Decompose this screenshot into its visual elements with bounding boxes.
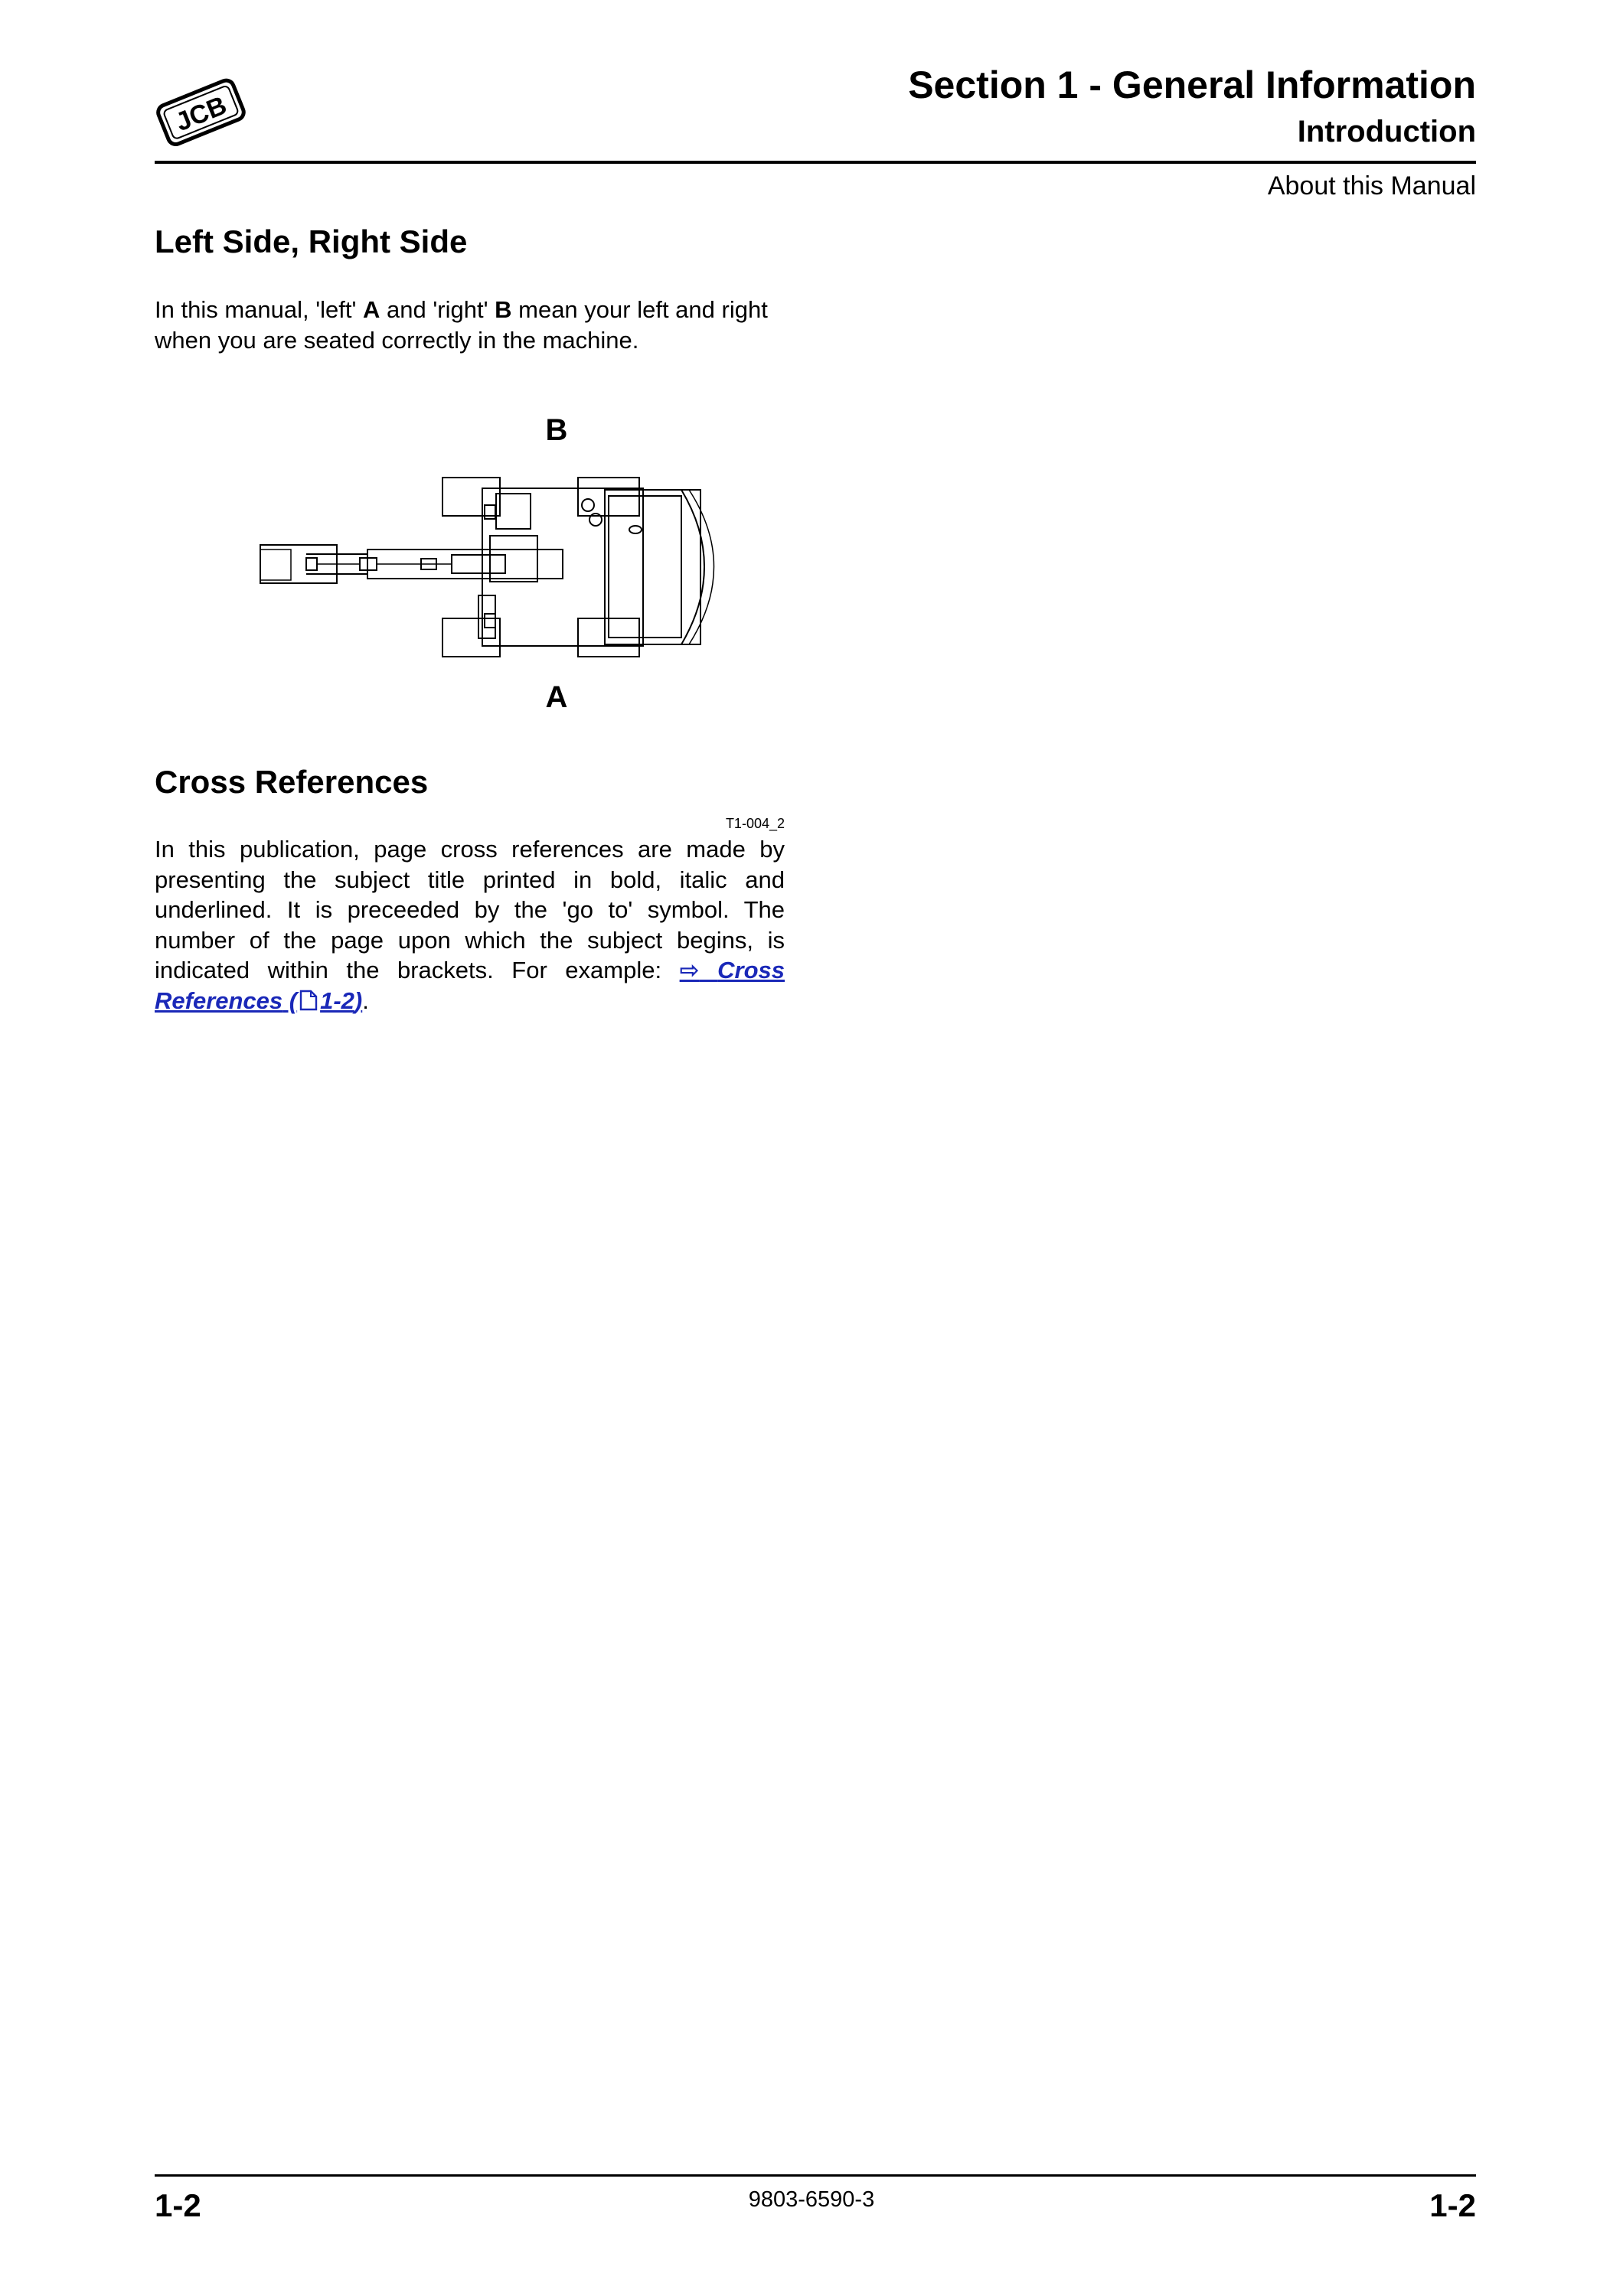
header-rule	[155, 161, 1476, 164]
text-part: .	[362, 987, 369, 1014]
left-label: A	[363, 296, 380, 323]
go-to-arrow-icon: ⇨	[679, 957, 700, 983]
machine-top-view-diagram	[230, 413, 720, 735]
page-number-left: 1-2	[155, 2187, 201, 2223]
text-part: mean your left and right when you are seated correctly in the machine.	[155, 296, 768, 354]
link-title: Cross References	[155, 957, 785, 1014]
link-page: 1-2	[320, 987, 354, 1014]
heading-left-right-side: Left Side, Right Side	[155, 223, 468, 259]
diagram-label-a: A	[545, 680, 568, 714]
heading-cross-references: Cross References	[155, 764, 429, 800]
diagram-label-b: B	[545, 413, 568, 447]
page-number-right: 1-2	[1429, 2187, 1476, 2223]
figure-reference-code: T1-004_2	[725, 816, 785, 831]
footer-rule	[155, 2174, 1476, 2177]
text-part: and 'right'	[380, 296, 495, 323]
text-part: In this publication, page cross references are made by presenting the subject title printed in bold, italic and underlined. It is preceeded by the 'go to' symbol. The number of the page upon which the subject begins, is indicated within the brackets. For example:	[155, 836, 785, 983]
document-code: 9803-6590-3	[748, 2187, 875, 2212]
topic-title: About this Manual	[1267, 171, 1476, 201]
subsection-title: Introduction	[1297, 115, 1476, 148]
right-label: B	[495, 296, 512, 323]
paragraph-cross-references	[155, 834, 785, 1016]
page-icon	[299, 990, 318, 1011]
logo-text: JCB	[171, 90, 231, 138]
jcb-logo	[153, 70, 249, 155]
text-part: In this manual, 'left'	[155, 296, 364, 323]
cross-reference-link[interactable]: ⇨ Cross References ( 1-2)	[155, 957, 785, 1014]
paragraph-left-right	[155, 295, 785, 355]
section-title: Section 1 - General Information	[908, 64, 1476, 106]
